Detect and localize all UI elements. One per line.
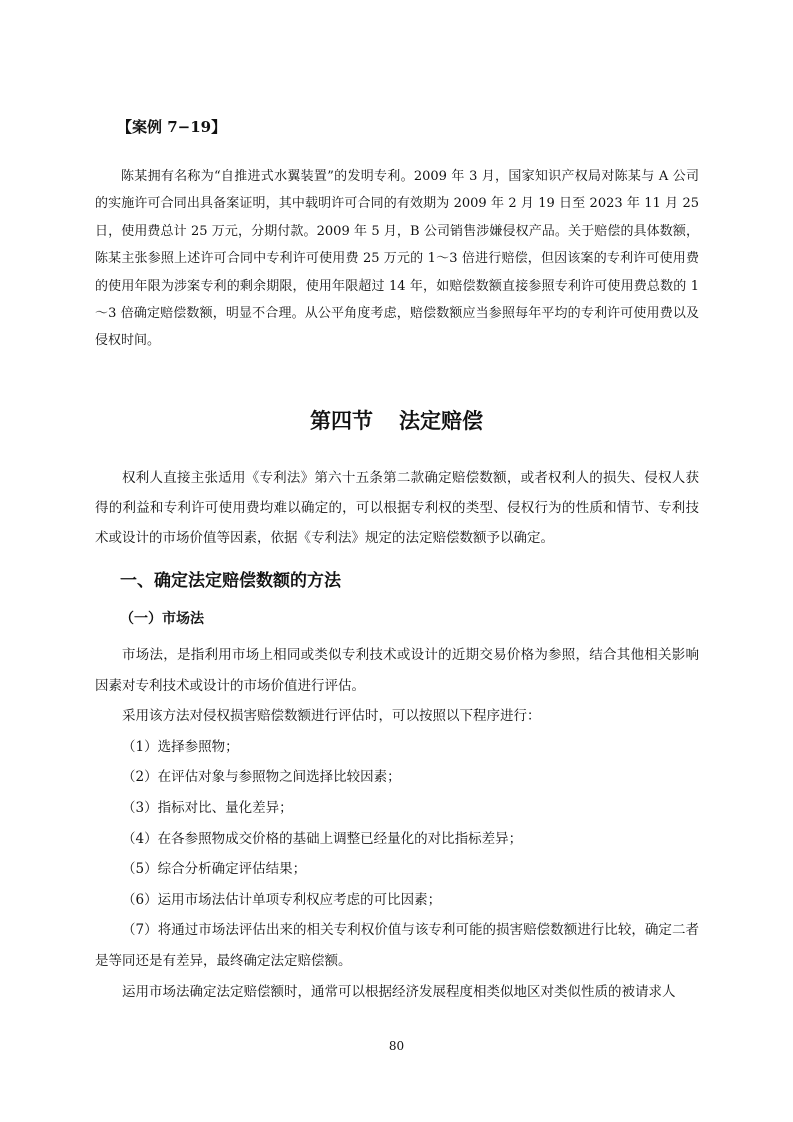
procedure-step: （4）在各参照物成交价格的基础上调整已经量化的对比指标差异； [122,830,523,847]
procedure-step: （1）选择参照物； [122,738,239,755]
section-title [0,405,793,435]
intro-block [95,463,699,553]
intro-paragraph: 权利人直接主张适用《专利法》第六十五条第二款确定赔偿数额，或者权利人的损失、侵权人获得的利益和专利许可使用费均难以确定的，可以根据专利权的类型、侵权行为的性质和情节、专利技术或设计的市场价值等因素，依据《专利法》规定的法定赔偿数额予以确定。 [95,470,699,546]
case-body [95,163,699,355]
procedure-step: （2）在评估对象与参照物之间选择比较因素； [122,769,401,786]
procedure-step: （3）指标对比、量化差异； [122,799,293,816]
market-definition: 市场法，是指利用市场上相同或类似专利技术或设计的近期交易价格为参照，结合其他相关影响因素对专利技术或设计的市场价值进行评估。 [95,647,699,694]
case-paragraph: 陈某拥有名称为“自推进式水翼装置”的发明专利。2009 年 3 月，国家知识产权局对陈某与 A 公司的实施许可合同出具备案证明，其中载明许可合同的有效期为 2009 年 2 月 19 日至 2023 年 11 月 25 日，使用费总计 25 万元，分期付款。2009 年 5 月，B 公司销售涉嫌侵权产品。关于赔偿的具体数额，陈某主张参照上述许可合同中专利许可使用费 25 万元的 1～3 倍进行赔偿，但因该案的专利许可使用费的使用年限为涉案专利的剩余期限，使用年限超过 14 年，如赔偿数额直接参照专利许可使用费总数的 1～3 倍确定赔偿数额，明显不合理。从公平角度考虑，赔偿数额应当参照每年平均的专利许可使用费以及侵权时间。 [95,169,699,349]
case-title: 【案例 7−19】 [117,118,227,136]
section-name: 法定赔偿 [399,409,483,433]
procedure-step: （5）综合分析确定评估结果； [122,861,307,878]
procedure-intro: 采用该方法对侵权损害赔偿数额进行评估时，可以按照以下程序进行： [122,708,541,725]
heading-level-2: （一）市场法 [120,611,204,627]
page-number: 80 [388,1039,405,1053]
procedure-step: （6）运用市场法估计单项专利权应考虑的可比因素； [122,891,442,908]
section-number: 第四节 [310,409,373,433]
procedure-step: （7）将通过市场法评估出来的相关专利权价值与该专利可能的损害赔偿数额进行比较，确定二者是等同还是有差异，最终确定法定赔偿额。 [95,922,699,969]
heading-level-1: 一、确定法定赔偿数额的方法 [120,571,341,591]
market-method-block [95,640,699,1007]
closing-paragraph: 运用市场法确定法定赔偿额时，通常可以根据经济发展程度相类似地区对类似性质的被请求人 [122,983,676,1000]
